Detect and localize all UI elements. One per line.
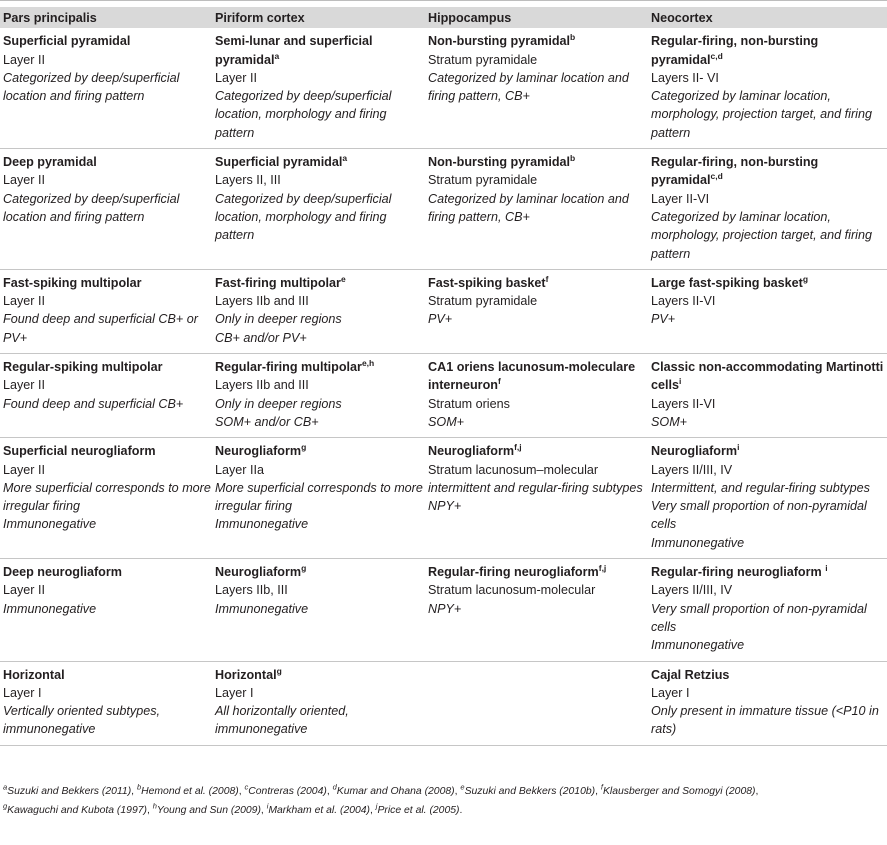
cell-type-name-text: Non-bursting pyramidal: [428, 155, 571, 170]
footnote-mark: g: [3, 801, 8, 811]
cell-description: Categorized by laminar location, morphology, projection target, and firing pattern: [651, 89, 872, 140]
cell-location: Layer IIa: [215, 462, 265, 477]
cell-description: CB+ and/or PV+: [215, 330, 307, 345]
cell-location: Stratum lacunosum–molecular: [428, 462, 599, 477]
table-body: [0, 28, 887, 745]
table-cell: [212, 559, 425, 661]
cell-type-name-text: Fast-firing multipolar: [215, 275, 341, 290]
cell-description: Very small proportion of non-pyramidal cells: [651, 601, 867, 634]
cell-type-name-text: CA1 oriens lacunosum-moleculare interneuron: [428, 360, 636, 393]
footnote-marker: f,j: [514, 442, 522, 453]
footnote-mark: h: [152, 801, 157, 811]
footnote: $^j$Price et al. (2005).: [375, 801, 463, 816]
cell-type-name-text: Regular-firing, non-bursting pyramidal: [651, 155, 819, 188]
table-cell: [425, 661, 648, 745]
cell-description: SOM+: [428, 414, 465, 429]
footnote-mark: e: [460, 782, 465, 792]
footnote-marker: c,d: [710, 171, 723, 182]
cell-location: Layer I: [215, 685, 254, 700]
table-row: [0, 149, 887, 270]
footnote: $^c$Contreras (2004),: [244, 782, 333, 797]
cell-description: Intermittent, and regular-firing subtypes: [651, 480, 870, 495]
cell-location: Stratum lacunosum-molecular: [428, 583, 596, 598]
footnote-marker: i: [737, 442, 740, 453]
cell-location: Layer II: [3, 52, 45, 67]
cell-description: Immunonegative: [215, 517, 309, 532]
cell-type-name: [651, 442, 887, 460]
cell-type-name-text: Superficial pyramidal: [215, 155, 343, 170]
footnote-marker: a: [274, 50, 280, 61]
table-cell: [0, 149, 212, 270]
footnote-mark: a: [3, 782, 8, 792]
column-header: Neocortex: [648, 7, 887, 28]
cell-type-name-text: Horizontal: [215, 667, 277, 682]
cell-description: Immunonegative: [3, 517, 97, 532]
footnote-marker: i: [825, 562, 828, 573]
footnote-mark: j: [375, 801, 378, 811]
cell-description: Categorized by deep/superficial location and firing pattern: [3, 191, 180, 224]
cell-type-name: [3, 666, 212, 684]
footnote-marker: b: [570, 152, 576, 163]
cell-type-name: [428, 563, 648, 581]
table-cell: [648, 354, 887, 438]
footnote-mark: c: [244, 782, 249, 792]
cell-description: More superficial corresponds to more irregular firing: [215, 480, 423, 514]
cell-type-name: [428, 153, 648, 171]
cell-location: Layers IIb, III: [215, 583, 288, 598]
cell-type-name-text: Neurogliaform: [215, 444, 302, 459]
top-rule: [0, 0, 887, 1]
cell-location: Layers IIb and III: [215, 378, 309, 393]
table-cell: [212, 149, 425, 270]
table-row: [0, 559, 887, 661]
cell-location: Stratum pyramidale: [428, 52, 538, 67]
table-cell: [0, 438, 212, 559]
footnote-text: Price et al. (2005): [377, 804, 460, 816]
cell-description: Immunonegative: [651, 638, 745, 653]
cell-description: Only present in immature tissue (<P10 in rats): [651, 704, 879, 737]
cell-type-name: [651, 32, 887, 69]
cell-type-name: [3, 358, 212, 376]
cell-description: Categorized by laminar location and firing pattern, CB+: [428, 191, 629, 224]
cell-type-name: [428, 358, 648, 395]
cell-type-name: [428, 32, 648, 50]
cell-description: Only in deeper regions: [215, 396, 342, 411]
cell-location: Layer II: [3, 294, 45, 309]
table-cell: [425, 149, 648, 270]
footnote-text: Contreras (2004): [248, 786, 327, 797]
cell-description: NPY+: [428, 499, 462, 514]
table-cell: [648, 661, 887, 745]
table-cell: [212, 661, 425, 745]
footnote-mark: f: [600, 782, 603, 792]
cell-description: Categorized by deep/superficial location, morphology and firing pattern: [215, 191, 392, 243]
table-row: [0, 28, 887, 148]
cell-description: PV+: [428, 312, 453, 327]
cell-description: Found deep and superficial CB+: [3, 396, 184, 411]
cell-description: Immunonegative: [651, 535, 745, 550]
footnotes: [3, 783, 883, 820]
cell-location: Layers II/III, IV: [651, 583, 733, 598]
cell-type-name: [651, 563, 887, 581]
cell-type-name: [651, 358, 887, 395]
footnote-marker: g: [301, 562, 307, 573]
footnote-marker: f,j: [598, 562, 607, 573]
cell-type-name: [651, 274, 887, 292]
cell-location: Layer II: [3, 462, 45, 477]
cell-type-name-text: Regular-firing neurogliaform: [428, 565, 599, 580]
footnote-marker: c,d: [710, 50, 723, 61]
cell-type-name: [215, 666, 425, 684]
table-cell: [0, 28, 212, 148]
footnote: $^b$Hemond et al. (2008),: [136, 782, 245, 797]
header-row: [0, 7, 887, 28]
footnote: $^h$Young and Sun (2009),: [152, 801, 267, 816]
footnote-mark: i: [266, 801, 269, 811]
footnote-text: Young and Sun (2009): [156, 804, 261, 816]
cell-location: Layer I: [651, 685, 690, 700]
cell-description: Immunonegative: [3, 601, 97, 616]
cell-type-name: [3, 442, 212, 460]
cell-description: Found deep and superficial CB+ or PV+: [3, 312, 198, 345]
table-cell: [425, 28, 648, 148]
column-header: Piriform cortex: [212, 7, 425, 28]
cell-description: intermittent and regular-firing subtypes: [428, 480, 643, 495]
cell-description: NPY+: [428, 601, 462, 616]
cell-location: Layer II: [3, 173, 45, 188]
cell-location: Layer I: [3, 685, 42, 700]
cell-type-name: [428, 274, 648, 292]
cell-description: Immunonegative: [215, 601, 309, 616]
table-row: [0, 354, 887, 438]
cell-type-name: [3, 32, 212, 50]
cell-type-name-text: Regular-firing, non-bursting pyramidal: [651, 34, 819, 67]
cell-location: Layer II: [3, 378, 45, 393]
cell-type-name-text: Non-bursting pyramidal: [428, 34, 571, 49]
cell-type-name: [3, 274, 212, 292]
cell-location: Layer II: [3, 583, 45, 598]
cell-description: Only in deeper regions: [215, 312, 342, 327]
footnote-mark: d: [332, 782, 337, 792]
footnote-text: Klausberger and Somogyi (2008): [602, 786, 756, 797]
cell-type-name: [651, 666, 887, 684]
footnote-text: Suzuki and Bekkers (2011): [7, 786, 132, 797]
cell-description: PV+: [651, 312, 676, 327]
footnote-marker: f: [497, 376, 501, 387]
table-cell: [0, 661, 212, 745]
cell-description: Categorized by laminar location, morphology, projection target, and firing pattern: [651, 209, 872, 261]
cell-location: Layers IIb and III: [215, 294, 309, 309]
footnote: $^g$Kawaguchi and Kubota (1997),: [3, 801, 153, 816]
cell-type-name: [651, 153, 887, 190]
cell-location: Layers II-VI: [651, 294, 716, 309]
cell-type-name-text: Deep neurogliaform: [3, 565, 122, 580]
table-cell: [648, 149, 887, 270]
cell-location: Stratum pyramidale: [428, 294, 538, 309]
table-cell: [0, 269, 212, 353]
cell-type-name-text: Superficial pyramidal: [3, 34, 131, 49]
cell-type-name: [215, 274, 425, 292]
table-cell: [648, 269, 887, 353]
column-header: Pars principalis: [0, 7, 212, 28]
footnote-mark: b: [136, 782, 142, 792]
footnote-text: Kawaguchi and Kubota (1997): [7, 804, 147, 816]
footnote-marker: i: [679, 376, 682, 387]
footnote-text: Kumar and Ohana (2008): [336, 786, 455, 797]
cell-type-name-text: Semi-lunar and superficial pyramidal: [215, 34, 373, 67]
cell-type-name-text: Horizontal: [3, 667, 65, 682]
cell-type-name: [215, 563, 425, 581]
table-cell: [425, 269, 648, 353]
cell-type-name-text: Neurogliaform: [215, 565, 302, 580]
table-row: [0, 269, 887, 353]
footnote-marker: a: [342, 152, 348, 163]
table-cell: [212, 354, 425, 438]
cell-type-name: [3, 563, 212, 581]
table-cell: [212, 28, 425, 148]
cell-type-name-text: Large fast-spiking basket: [651, 275, 803, 290]
cell-type-name-text: Regular-firing multipolar: [215, 360, 362, 375]
cell-location: Stratum oriens: [428, 396, 510, 411]
footnote-marker: g: [276, 665, 282, 676]
neuron-types-table: [0, 7, 887, 746]
cell-description: Categorized by laminar location and firing pattern, CB+: [428, 70, 629, 104]
cell-type-name-text: Neurogliaform: [428, 444, 515, 459]
footnote-marker: e,h: [361, 357, 375, 368]
cell-description: SOM+ and/or CB+: [215, 414, 319, 429]
cell-type-name-text: Neurogliaform: [651, 444, 738, 459]
footnote: $^i$Markham et al. (2004),: [266, 801, 376, 816]
cell-location: Layers II, III: [215, 173, 281, 188]
footnote-text: Suzuki and Bekkers (2010b): [464, 786, 596, 797]
table-row: [0, 438, 887, 559]
cell-location: Stratum pyramidale: [428, 173, 538, 188]
table-cell: [212, 269, 425, 353]
cell-type-name-text: Regular-spiking multipolar: [3, 360, 163, 375]
cell-description: All horizontally oriented, immunonegative: [215, 704, 349, 737]
cell-type-name-text: Fast-spiking basket: [428, 275, 546, 290]
cell-type-name-text: Cajal Retzius: [651, 667, 730, 682]
table-cell: [425, 438, 648, 559]
cell-location: Layers II/III, IV: [651, 462, 733, 477]
column-header: Hippocampus: [425, 7, 648, 28]
table-cell: [0, 559, 212, 661]
cell-location: Layers II- VI: [651, 70, 719, 85]
footnote: $^d$Kumar and Ohana (2008),: [332, 782, 461, 797]
cell-location: Layers II-VI: [651, 396, 716, 411]
footnote-text: Hemond et al. (2008): [141, 786, 239, 797]
footnote: $^f$Klausberger and Somogyi (2008),: [600, 782, 759, 797]
footnote: $^e$Suzuki and Bekkers (2010b),: [460, 782, 601, 797]
cell-description: Very small proportion of non-pyramidal cells: [651, 499, 867, 532]
footnote: $^a$Suzuki and Bekkers (2011),: [3, 782, 137, 797]
cell-type-name: [215, 442, 425, 460]
cell-type-name: [3, 153, 212, 171]
cell-description: Categorized by deep/superficial location, morphology and firing pattern: [215, 89, 392, 140]
cell-type-name-text: Fast-spiking multipolar: [3, 275, 142, 290]
cell-location: Layer II-VI: [651, 191, 710, 206]
cell-description: More superficial corresponds to more irregular firing: [3, 480, 211, 514]
cell-type-name-text: Classic non-accommodating Martinotti cells: [651, 360, 884, 393]
cell-type-name-text: Regular-firing neurogliaform: [651, 565, 826, 580]
footnote-text: Markham et al. (2004): [268, 804, 371, 816]
footnote-marker: f: [545, 273, 549, 284]
cell-type-name: [215, 32, 425, 69]
cell-description: SOM+: [651, 414, 688, 429]
cell-type-name-text: Superficial neurogliaform: [3, 444, 156, 459]
table-cell: [648, 559, 887, 661]
cell-description: Vertically oriented subtypes, immunonegative: [3, 704, 161, 737]
footnote-marker: g: [301, 442, 307, 453]
footnote-marker: e: [340, 273, 346, 284]
footnote-marker: g: [802, 273, 809, 284]
table-cell: [648, 28, 887, 148]
table-cell: [212, 438, 425, 559]
table-cell: [648, 438, 887, 559]
cell-type-name: [215, 153, 425, 171]
footnote-marker: b: [570, 32, 576, 43]
cell-type-name: [428, 442, 648, 460]
table-row: [0, 661, 887, 745]
cell-location: Layer II: [215, 70, 257, 85]
table-cell: [425, 559, 648, 661]
cell-type-name: [215, 358, 425, 376]
table-cell: [0, 354, 212, 438]
cell-description: Categorized by deep/superficial location and firing pattern: [3, 70, 180, 104]
cell-type-name-text: Deep pyramidal: [3, 155, 97, 170]
table-cell: [425, 354, 648, 438]
